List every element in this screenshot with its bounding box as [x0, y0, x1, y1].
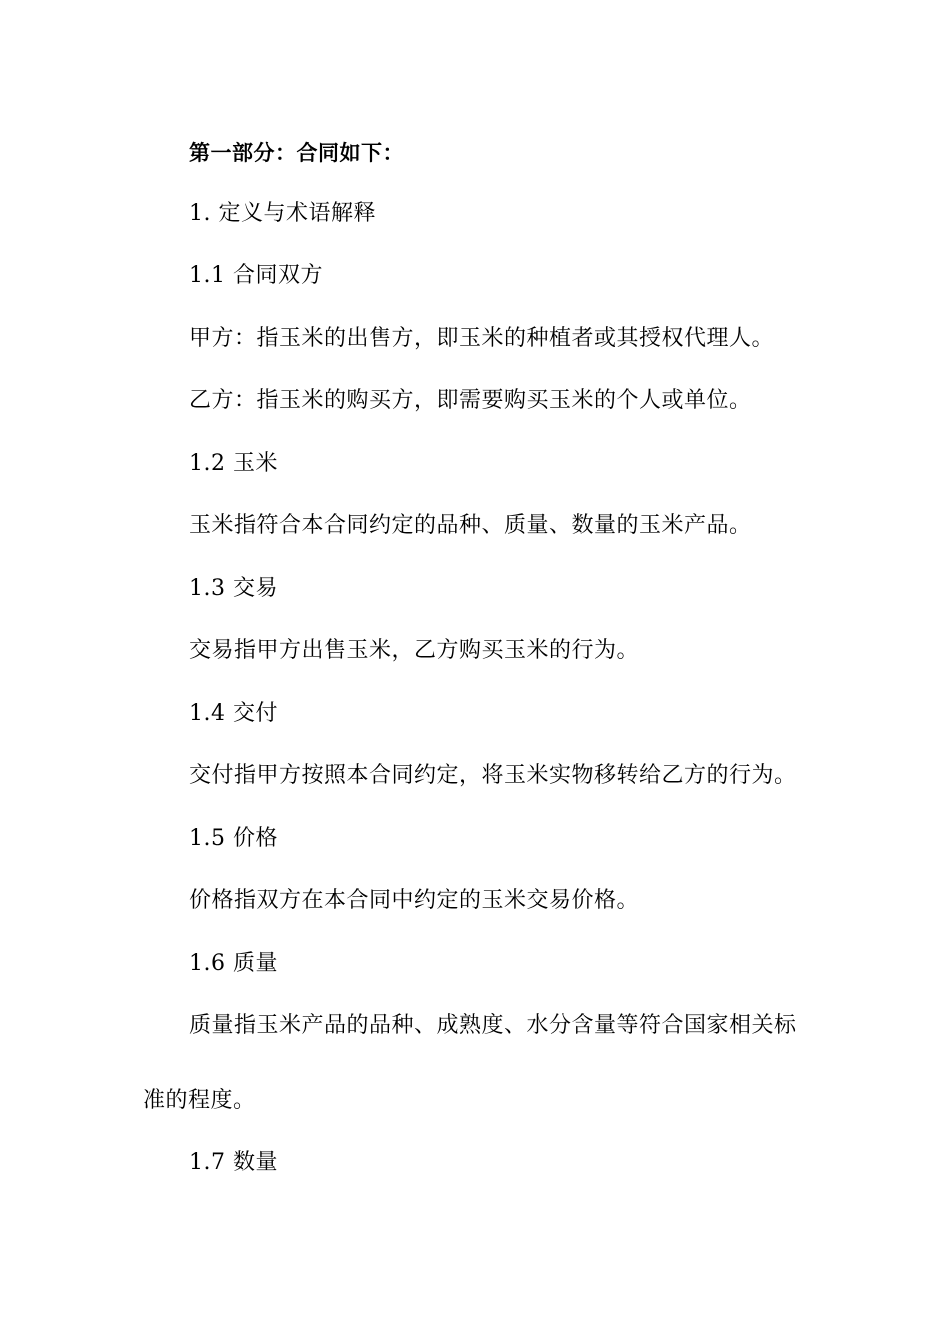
clause-paragraph: 价格指双方在本合同中约定的玉米交易价格。: [189, 888, 640, 913]
clause-paragraph: 玉米指符合本合同约定的品种、质量、数量的玉米产品。: [189, 513, 752, 538]
clause-subtitle: 1.3 交易: [189, 576, 278, 601]
clause-subtitle: 1.6 质量: [189, 951, 278, 976]
clause-subtitle: 1.1 合同双方: [189, 263, 323, 288]
clause-subtitle: 1.7 数量: [189, 1150, 278, 1175]
clause-paragraph-continuation: 准的程度。: [143, 1088, 256, 1113]
clause-subtitle: 1.5 价格: [189, 826, 278, 851]
clause-paragraph: 交付指甲方按照本合同约定，将玉米实物移转给乙方的行为。: [189, 763, 797, 788]
clause-paragraph: 交易指甲方出售玉米，乙方购买玉米的行为。: [189, 638, 640, 663]
section-heading: 第一部分：合同如下：: [189, 141, 404, 165]
clause-paragraph: 质量指玉米产品的品种、成熟度、水分含量等符合国家相关标: [189, 1013, 797, 1038]
clause-paragraph: 甲方：指玉米的出售方，即玉米的种植者或其授权代理人。: [189, 326, 775, 351]
clause-subtitle: 1.4 交付: [189, 701, 278, 726]
clause-subtitle: 1.2 玉米: [189, 451, 278, 476]
clause-title: 1. 定义与术语解释: [189, 201, 376, 226]
clause-paragraph: 乙方：指玉米的购买方，即需要购买玉米的个人或单位。: [189, 388, 752, 413]
